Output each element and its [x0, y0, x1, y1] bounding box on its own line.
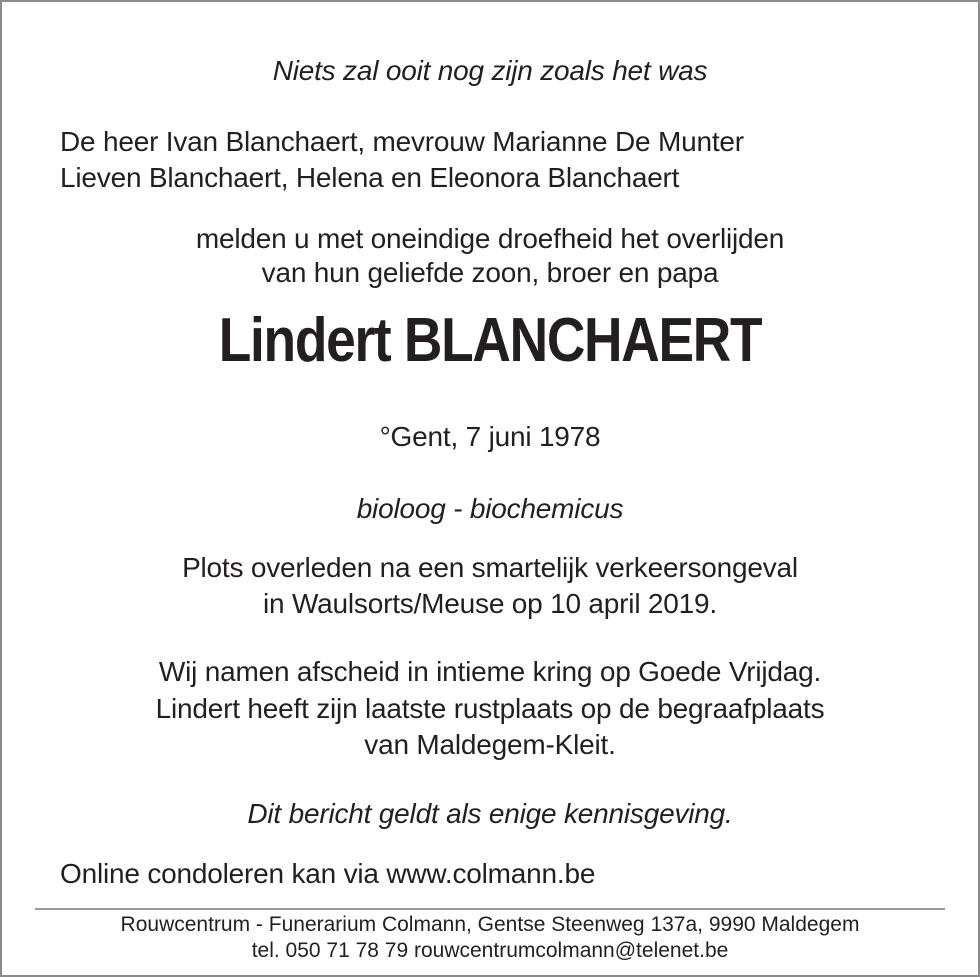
- farewell-line-2: Lindert heeft zijn laatste rustplaats op de begraafplaats: [155, 693, 825, 724]
- footer-contact: tel. 050 71 78 79 rouwcentrumcolmann@telenet.be: [251, 939, 729, 962]
- deceased-name: Lindert BLANCHAERT: [218, 306, 762, 375]
- farewell-line-3: van Maldegem-Kleit.: [364, 729, 616, 760]
- profession: bioloog - biochemicus: [356, 493, 624, 524]
- farewell-line-1: Wij namen afscheid in intieme kring op Goede Vrijdag.: [158, 656, 822, 687]
- announcement-line-1: melden u met oneindige droefheid het overlijden: [195, 223, 785, 254]
- footer-address: Rouwcentrum - Funerarium Colmann, Gentse Steenweg 137a, 9990 Maldegem: [120, 913, 860, 936]
- motto: Niets zal ooit nog zijn zoals het was: [272, 55, 708, 86]
- death-line-1: Plots overleden na een smartelijk verkeersongeval: [182, 552, 798, 583]
- online-condolence: Online condoleren kan via www.colmann.be: [60, 858, 596, 889]
- birth-info: °Gent, 7 juni 1978: [379, 421, 601, 452]
- footer-divider: [35, 908, 945, 910]
- family-line-2: Lieven Blanchaert, Helena en Eleonora Blanchaert: [60, 162, 680, 193]
- announcement-line-2: van hun geliefde zoon, broer en papa: [261, 257, 719, 288]
- family-line-1: De heer Ivan Blanchaert, mevrouw Marianne De Munter: [60, 126, 744, 157]
- death-line-2: in Waulsorts/Meuse op 10 april 2019.: [262, 588, 717, 619]
- notice-statement: Dit bericht geldt als enige kennisgeving.: [247, 798, 733, 829]
